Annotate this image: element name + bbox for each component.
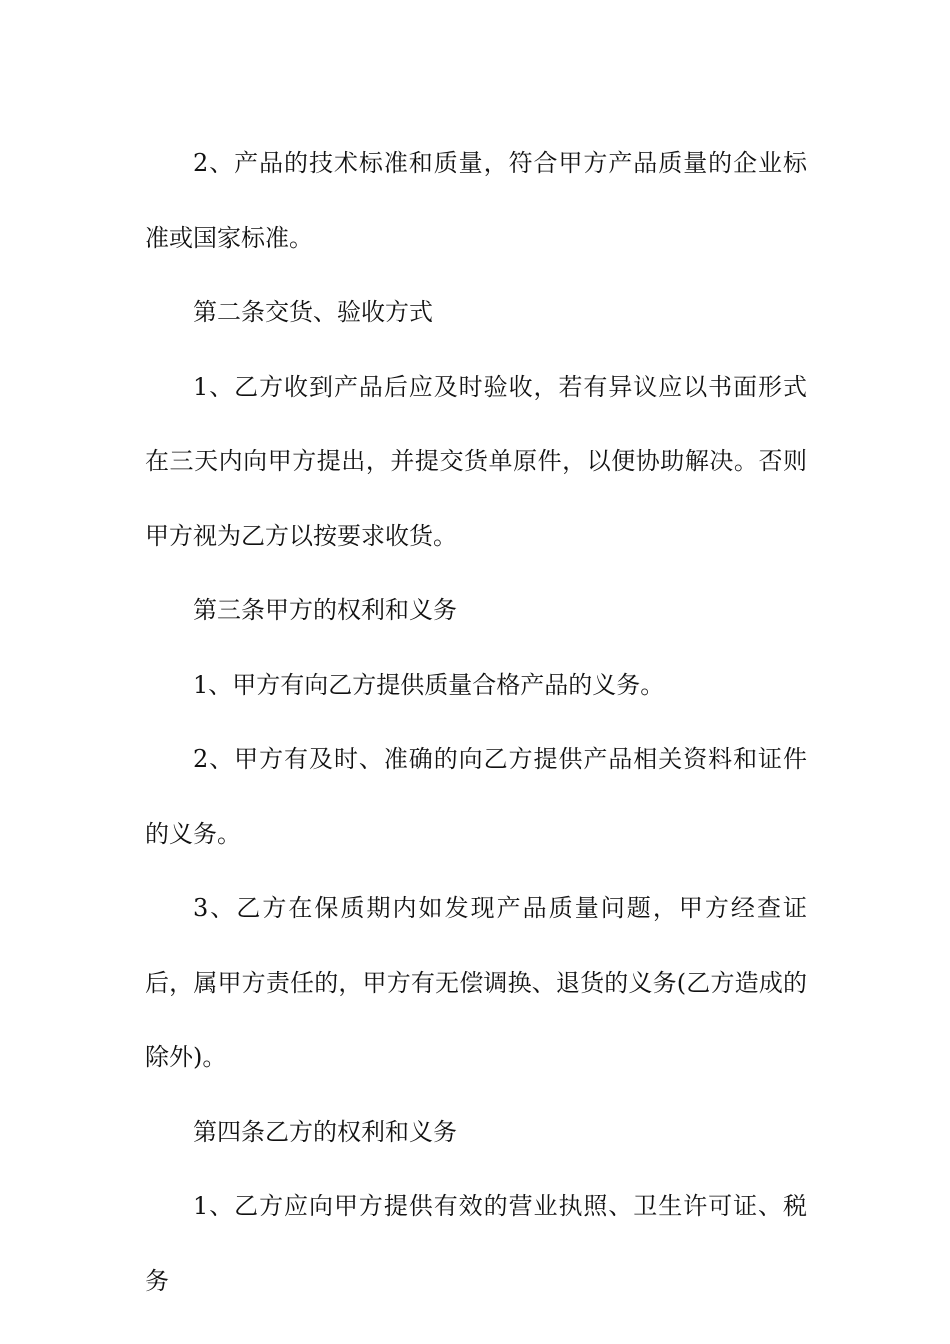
paragraph-party-b-duty-1: 1、乙方应向甲方提供有效的营业执照、卫生许可证、税务 xyxy=(145,1192,807,1295)
paragraph-party-a-duty-1: 1、甲方有向乙方提供质量合格产品的义务。 xyxy=(193,670,665,699)
paragraph-quality-standard: 2、产品的技术标准和质量，符合甲方产品质量的企业标准或国家标准。 xyxy=(145,149,807,252)
heading-article-3: 第三条甲方的权利和义务 xyxy=(193,596,457,624)
paragraph-party-a-duty-3: 3、乙方在保质期内如发现产品质量问题，甲方经查证后，属甲方责任的，甲方有无偿调换、退货的义务(乙方造成的除外)。 xyxy=(145,894,807,1071)
heading-article-4: 第四条乙方的权利和义务 xyxy=(193,1117,457,1146)
document-body xyxy=(145,126,807,1318)
paragraph-party-a-duty-2: 2、甲方有及时、准确的向乙方提供产品相关资料和证件的义务。 xyxy=(145,745,807,848)
heading-article-2: 第二条交货、验收方式 xyxy=(193,298,433,326)
paragraph-acceptance: 1、乙方收到产品后应及时验收，若有异议应以书面形式在三天内向甲方提出，并提交货单原件，以便协助解决。否则甲方视为乙方以按要求收货。 xyxy=(145,372,807,550)
